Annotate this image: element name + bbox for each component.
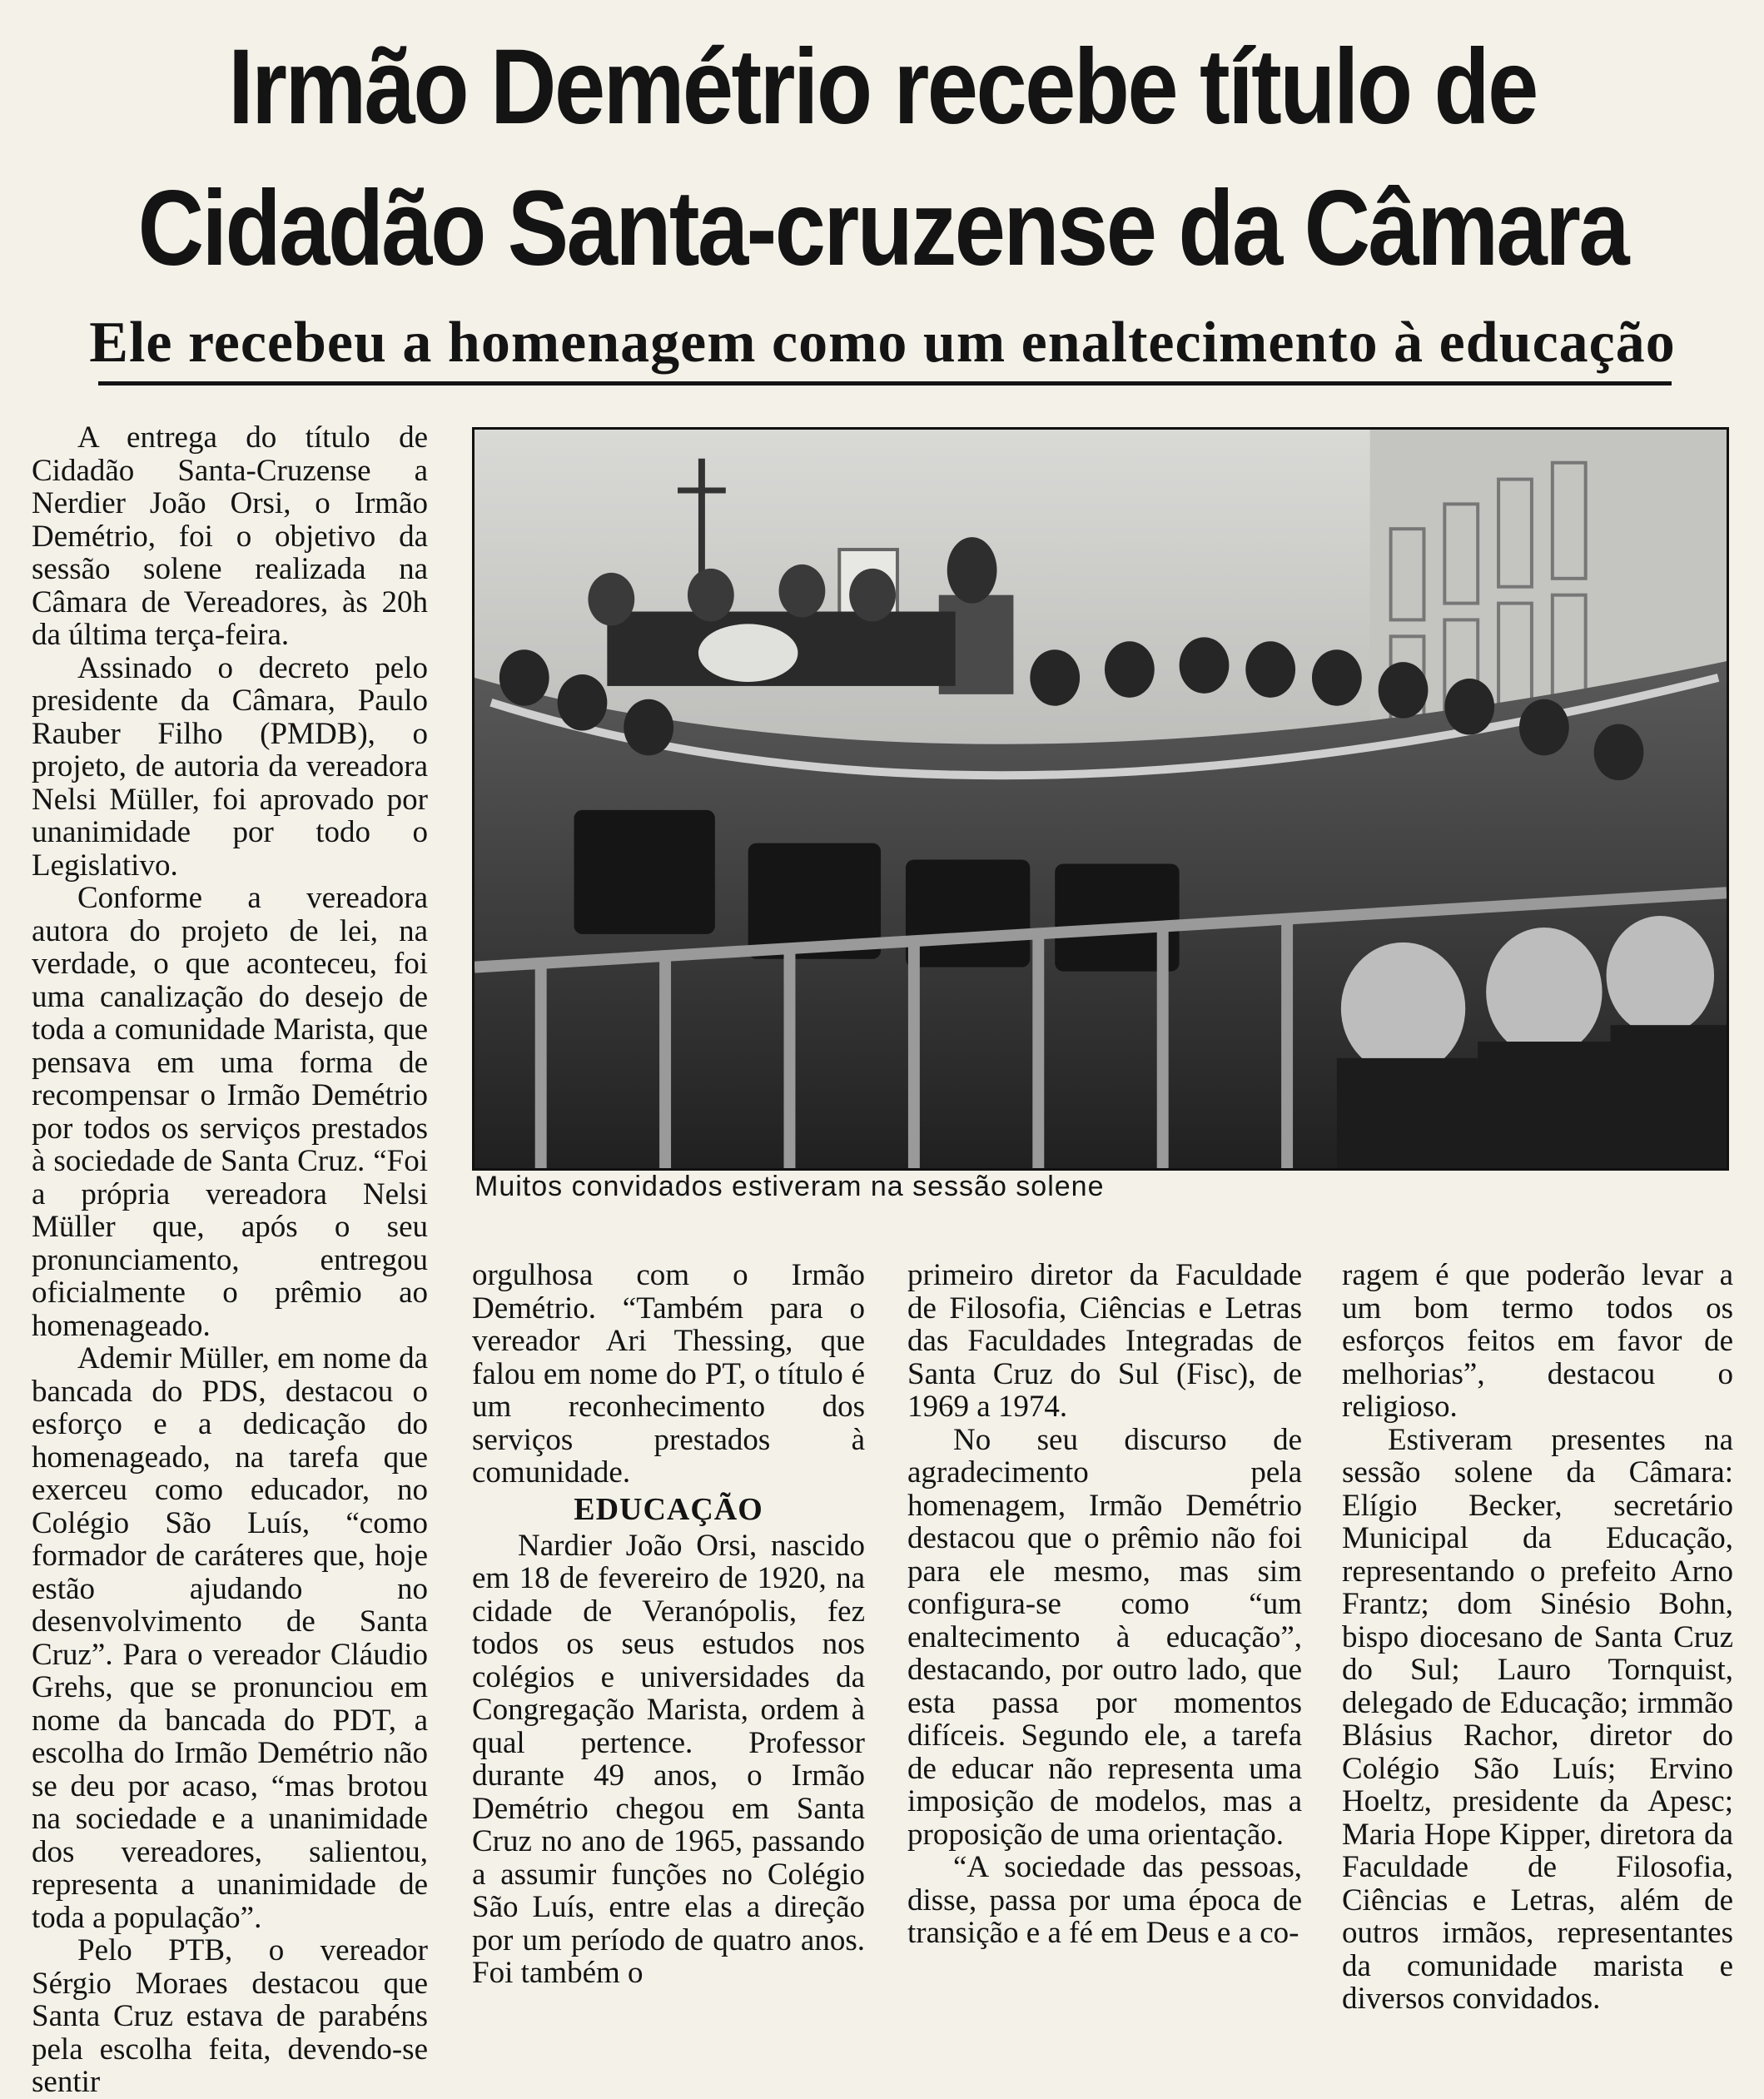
flower-arrangement [698,624,798,682]
paragraph: Conforme a vereadora autora do projeto de lei, na verdade, o que aconteceu, foi uma canalização do desejo de toda a comunidade Marista, que pensava em uma forma de recompensar o Irmão Demétrio por todos os serviços prestados à sociedade de Santa Cruz. “Foi a própria vereadora Nelsi Müller que, após o seu pronunciamento, entregou oficialmente o prêmio ao homenageado. [32,881,428,1343]
paragraph: Nardier João Orsi, nascido em 18 de fevereiro de 1920, na cidade de Veranópolis, fez todos os seus estudos nos colégios e universidades da Congregação Marista, ordem à qual pertence. Professor durante 49 anos, o Irmão Demétrio chegou em Santa Cruz no ano de 1965, passando a assumir funções no Colégio São Luís, entre elas a direção por um período de quatro anos. Foi também o [472,1528,865,1990]
session-photo [472,427,1729,1171]
paragraph: “A sociedade das pessoas, disse, passa por uma época de transição e a fé em Deus e a co- [907,1850,1302,1950]
headline-line-2: Cidadão Santa-cruzense da Câmara [137,169,1628,288]
article-column-4 [1342,1259,1733,2016]
article-column-2 [472,1259,865,1990]
headline-line-1: Irmão Demétrio recebe título de [228,27,1537,147]
paragraph: No seu discurso de agradecimento pela homenagem, Irmão Demétrio destacou que o prêmio não foi para ele mesmo, mas sim configura-se como “um enaltecimento à educação”, destacando, por outro lado, que esta passa por momentos difíceis. Segundo ele, a tarefa de educar não representa uma imposição de modelos, mas a proposição de uma orientação. [907,1422,1302,1852]
paragraph: orgulhosa com o Irmão Demétrio. “Também para o vereador Ari Thessing, que falou em nome do PT, o título é um reconhecimento dos serviços prestados à comunidade. [472,1258,865,1490]
photo-caption: Muitos convidados estiveram na sessão solene [475,1171,1105,1202]
subheadline: Ele recebeu a homenagem como um enaltecimento à educação [89,311,1676,375]
paragraph: Ademir Müller, em nome da bancada do PDS, destacou o esforço e a dedicação do homenageado, na tarefa que exerceu como educador, no Colégio São Luís, “como formador de caráteres que, hoje estão ajudando no desenvolvimento de Santa Cruz”. Para o vereador Cláudio Grehs, que se pronunciou em nome da bancada do PDT, a escolha do Irmão Demétrio não se deu por acaso, “mas brotou na sociedade e a unanimidade dos vereadores, salientou, representa a unanimidade de toda a população”. [32,1341,428,1935]
paragraph: Estiveram presentes na sessão solene da Câmara: Elígio Becker, secretário Municipal da Educação, representando o prefeito Arno Frantz; dom Sinésio Bohn, bispo diocesano de Santa Cruz do Sul; Lauro Tornquist, delegado de Educação; irmmão Blásius Rachor, diretor do Colégio São Luís; Ervino Hoeltz, presidente da Apesc; Maria Hope Kipper, diretora da Faculdade de Filosofia, Ciências e Letras, além de outros irmãos, representantes da comunidade marista e diversos convidados. [1342,1422,1733,2016]
subheadline-rule [98,381,1672,385]
article-column-3 [907,1259,1302,1950]
paragraph: A entrega do título de Cidadão Santa-Cruzense a Nerdier João Orsi, o Irmão Demétrio, foi o objetivo da sessão solene realizada na Câmara de Vereadores, às 20h da última terça-feira. [32,420,428,652]
paragraph: primeiro diretor da Faculdade de Filosofia, Ciências e Letras das Faculdades Integradas de Santa Cruz do Sul (Fisc), de 1969 a 1974. [907,1258,1302,1424]
paragraph: ragem é que poderão levar a um bom termo todos os esforços feitos em favor de melhorias”, destacou o religioso. [1342,1258,1733,1424]
paragraph: Assinado o decreto pelo presidente da Câmara, Paulo Rauber Filho (PMDB), o projeto, de autoria da vereadora Nelsi Müller, foi aprovado por unanimidade por todo o Legislativo. [32,650,428,883]
council-chamber-photo [475,430,1727,1168]
paragraph: Pelo PTB, o vereador Sérgio Moraes destacou que Santa Cruz estava de parabéns pela escolha feita, devendo-se sentir [32,1933,428,2099]
article-column-1 [32,421,428,2099]
section-heading: EDUCAÇÃO [574,1491,763,1527]
